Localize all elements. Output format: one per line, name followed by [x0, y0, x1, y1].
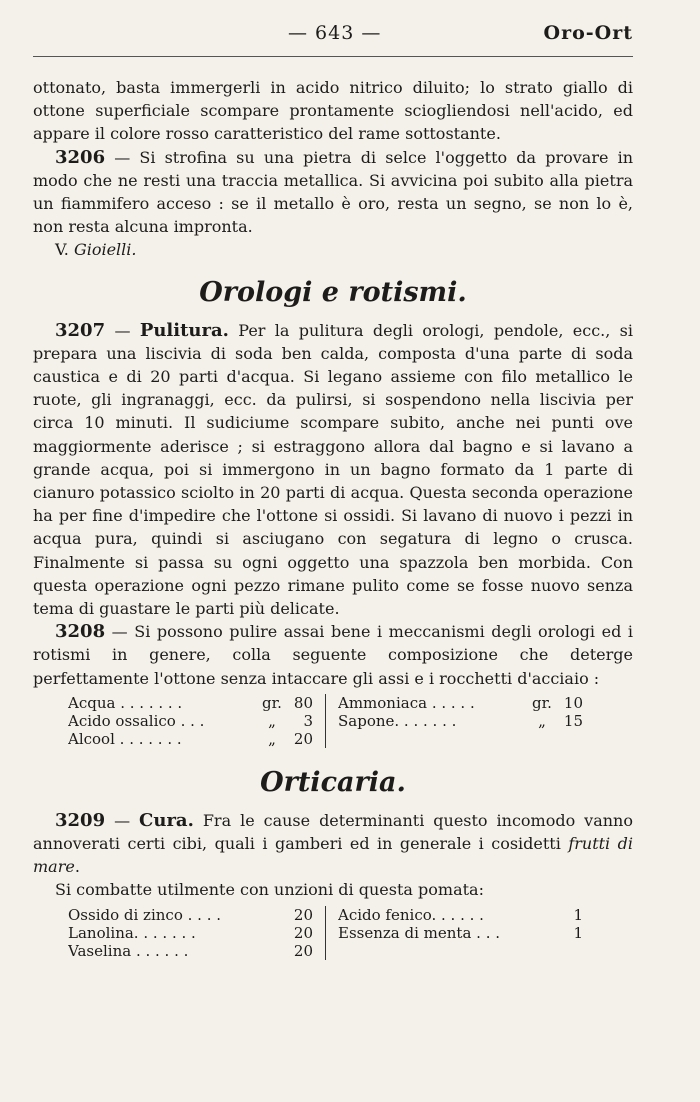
section-3207 — [33, 319, 633, 621]
ingredient-name: Acido ossalico . . . — [68, 711, 205, 730]
ingredient-quantity: 10 — [563, 693, 583, 712]
section-number: 3206 — [55, 146, 106, 168]
page-body — [33, 76, 633, 962]
paragraph-combatte: Si combatte utilmente con unzioni di questa pomata: — [55, 880, 484, 900]
recipe-column-right — [326, 906, 583, 960]
section-end: . — [74, 857, 80, 877]
ingredient-quantity: 1 — [573, 905, 583, 924]
ingredient-name: Lanolina. . . . . . . — [68, 923, 196, 942]
ingredient-name: Sapone. . . . . . . — [338, 711, 457, 730]
ingredient-quantity: 20 — [293, 905, 313, 924]
section-number: 3208 — [55, 621, 106, 643]
ingredient-name: Essenza di menta . . . — [338, 923, 501, 942]
ingredient-quantity: 1 — [573, 923, 583, 942]
reference-target: Gioielli. — [73, 240, 137, 260]
ingredient-name: Alcool . . . . . . . — [68, 729, 182, 748]
paragraph-ottonato: ottonato, basta immergerli in acido nitrico diluito; lo strato giallo di ottone superficiale scompare prontamente sciogliendosi nell'acido, ed appare il colore rosso caratteristico del rame sottostante. — [33, 78, 633, 144]
ingredient-name: Vaselina . . . . . . — [68, 941, 189, 960]
section-dash: — — [105, 810, 140, 830]
ingredient-quantity: 20 — [293, 729, 313, 748]
reference-prefix: V. — [55, 240, 74, 260]
section-keyword: Cura. — [139, 809, 194, 831]
page-header — [33, 22, 633, 48]
running-head: Oro-Ort — [543, 22, 633, 44]
section-3209 — [33, 809, 633, 879]
ingredient-unit: gr. — [532, 693, 552, 712]
ingredient-quantity: 20 — [293, 923, 313, 942]
recipe-row — [338, 712, 583, 730]
section-number: 3209 — [55, 809, 106, 831]
ingredient-name: Ammoniaca . . . . . — [338, 693, 475, 712]
page-number: — 643 — — [288, 22, 382, 44]
recipe-row — [68, 712, 313, 730]
section-text: — Si strofina su una pietra di selce l'oggetto da provare in modo che ne resti una traccia metallica. Si avvicina poi subito alla pietra un fiammifero acceso : se il metallo è oro, resta un segno, se non lo è, non resta alcuna impronta. — [33, 147, 633, 237]
ingredient-unit: gr. — [262, 693, 282, 712]
header-rule — [33, 56, 633, 57]
section-text: Fra le cause determinanti questo incomodo vanno annoverati certi cibi, quali i gamberi ed in generale i cosidetti — [33, 810, 633, 854]
recipe-row — [68, 942, 313, 960]
recipe-row — [338, 924, 583, 942]
recipe-row — [338, 906, 583, 924]
recipe-row — [68, 906, 313, 924]
section-3206 — [33, 146, 633, 239]
ingredient-name: Acido fenico. . . . . . — [338, 905, 484, 924]
section-text: — Si possono pulire assai bene i meccanismi degli orologi ed i rotismi in genere, colla seguente composizione che deterge perfettamente l'ottone senza intaccare gli assi e i rocchetti d'acciaio : — [33, 622, 633, 688]
ingredient-unit: „ — [538, 711, 546, 730]
recipe-row — [338, 694, 583, 712]
recipe-column-left — [68, 906, 326, 960]
recipe-column-right — [326, 694, 583, 748]
ingredient-quantity: 15 — [563, 711, 583, 730]
recipe-column-left — [68, 694, 326, 748]
cross-reference — [55, 238, 633, 261]
ingredient-name: Ossido di zinco . . . . — [68, 905, 221, 924]
recipe-row — [68, 730, 313, 748]
heading-orticaria: Orticaria. — [260, 766, 406, 798]
section-text: Per la pulitura degli orologi, pendole, ecc., si prepara una liscivia di soda ben calda, composta d'una parte di soda caustica e di 20 parti d'acqua. Si legano assieme con filo metallico le ruote, gli ingranaggi, ecc. da pulirsi, si sospendono nella liscivia per circa 10 minuti. Il sudiciume scompare subito, anche nei punti ove maggiormente aderisce ; si estraggono allora dal bagno e si lavano a grande acqua, poi si immergono in un bagno formato da 1 parte di cianuro potassico sciolto in 20 parti di acqua. Questa seconda operazione ha per fine d'impedire che l'ottone si ossidi. Si lavano di nuovo i pezzi in acqua pura, quindi si asciugano con segatura di legno o crusca. Finalmente si passa su ogni oggetto una spazzola ben morbida. Con questa operazione ogni pezzo rimane pulito come se fosse nuovo senza tema di guastare le parti più delicate. — [33, 320, 633, 619]
section-3208 — [33, 620, 633, 690]
section-number: 3207 — [55, 319, 106, 341]
section-keyword: Pulitura. — [139, 319, 229, 341]
section-dash: — — [105, 320, 140, 340]
recipe-row — [68, 694, 313, 712]
recipe-row — [68, 924, 313, 942]
ingredient-quantity: 80 — [293, 693, 313, 712]
recipe-cleaning-mixture — [68, 694, 633, 748]
ingredient-quantity: 20 — [293, 941, 313, 960]
recipe-ointment — [68, 906, 633, 960]
ingredient-unit: „ — [268, 729, 276, 748]
heading-orologi: Orologi e rotismi. — [199, 276, 467, 308]
ingredient-name: Acqua . . . . . . . — [68, 693, 183, 712]
ingredient-quantity: 3 — [303, 711, 313, 730]
section-italic: frutti di mare — [33, 834, 633, 877]
ingredient-unit: „ — [268, 711, 276, 730]
